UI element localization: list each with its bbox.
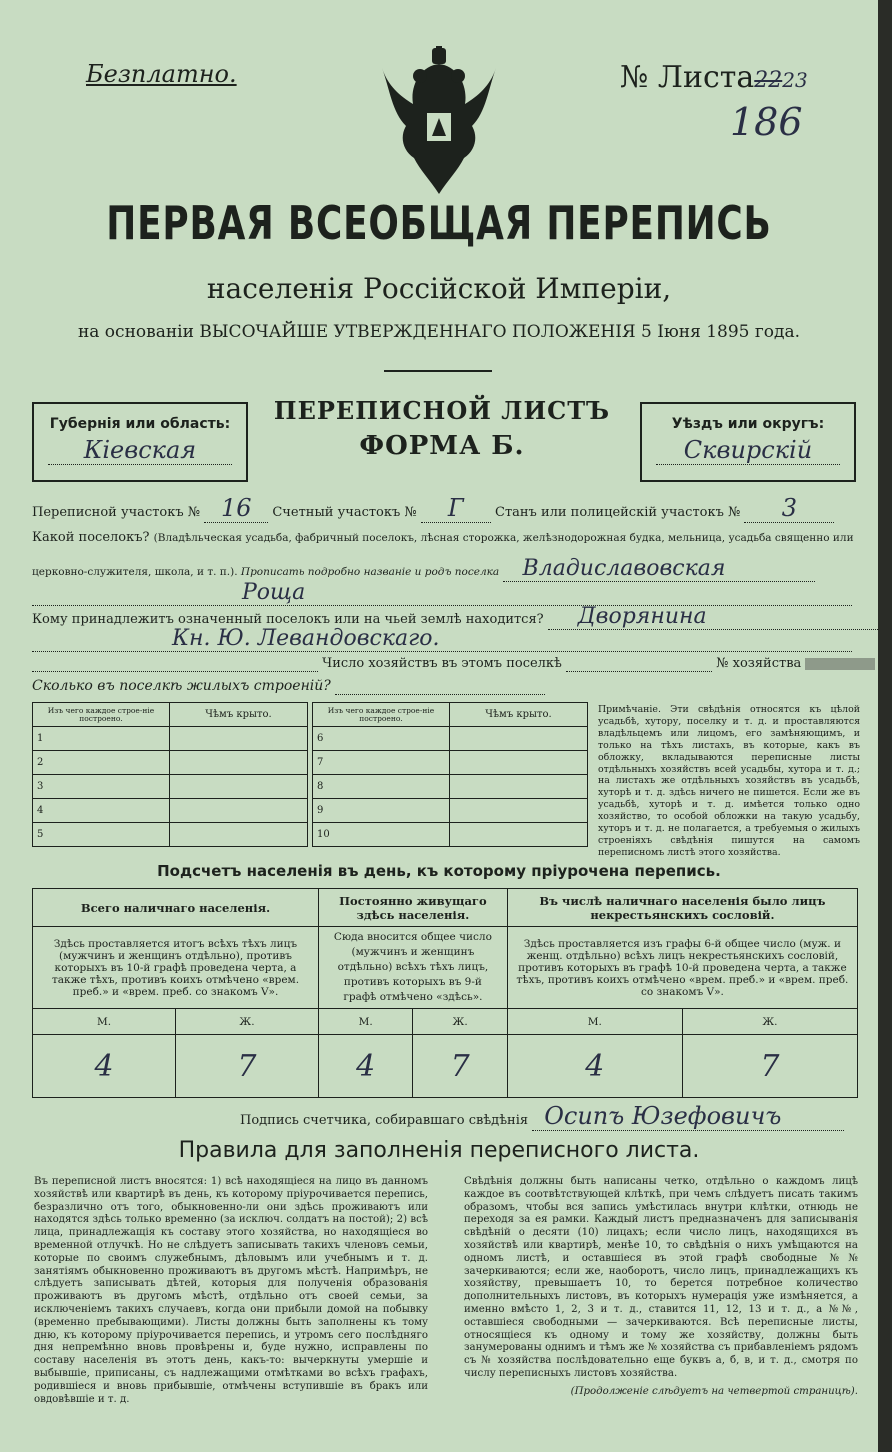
building-row-number: 3 — [33, 775, 170, 799]
col-roof-header: Чѣмъ крыто. — [170, 703, 308, 727]
household-no-label: № хозяйства — [716, 656, 802, 671]
buildings-value — [335, 678, 545, 695]
settlement-value: Владиславовская — [503, 556, 815, 582]
households-label: Число хозяйствъ въ этомъ поселкѣ — [322, 656, 562, 671]
col-building-header: Изъ чего каждое строе-ніе построено. — [313, 703, 450, 727]
stan-label: Станъ или полицейскій участокъ № — [495, 505, 741, 520]
double-headed-eagle-emblem — [380, 46, 498, 196]
permanent-female-count: 7 — [413, 1035, 507, 1098]
buildings-table-left — [32, 702, 308, 847]
non-peasant-male-count: 4 — [507, 1035, 682, 1098]
page-edge — [878, 0, 892, 1452]
stan-value: 3 — [744, 494, 834, 523]
page-title: ПЕРВАЯ ВСЕОБЩАЯ ПЕРЕПИСЬ — [106, 196, 772, 250]
census-area-label: Переписной участокъ № — [32, 505, 201, 520]
signature-value: Осипъ Юзефовичъ — [532, 1102, 844, 1131]
building-row-number: 5 — [33, 823, 170, 847]
building-row-number: 6 — [313, 727, 450, 751]
settlement-hint: (Владѣльческая усадьба, фабричный поселокъ, лѣсная сторожка, желѣзнодорожная будка, мельница, усадьба священно или — [153, 532, 854, 544]
buildings-note: Примѣчаніе. Эти свѣдѣнія относятся къ цѣлой усадьбѣ, хутору, поселку и т. д. и проставляются владѣльцемъ или лицомъ, его замѣняющимъ, и только на тѣхъ листахъ, въ которые, какъ въ обложку, вкладываются переписные листы отдѣльныхъ хозяйствъ всей усадьбы, хутора и т. д.; на листахъ же отдѣльныхъ хозяйствъ въ усадьбѣ, хуторѣ и т. д. здѣсь ничего не пишется. Если же въ усадьбѣ, хуторѣ и т. д. имѣется только одно хозяйство, то особой обложки на такую усадьбу, хуторъ и т. д. не полагается, а требуемыя о жилыхъ строеніяхъ свѣдѣнія пишутся на самомъ переписномъ листѣ этого хозяйства. — [598, 704, 860, 858]
settlement-question: Какой поселокъ? — [32, 530, 150, 545]
census-area-value: 16 — [204, 494, 268, 523]
households-blank — [32, 656, 318, 672]
count-area-value: Г — [421, 494, 491, 523]
form-title: ПЕРЕПИСНОЙ ЛИСТЪ — [273, 396, 611, 425]
owner-value-2: Кн. Ю. Левандовскаго. — [32, 626, 852, 652]
rules-left-column: Въ переписной листъ вносятся: 1) всѣ находящіеся на лицо въ данномъ хозяйствѣ или квартирѣ въ день, къ которому пріурочивается перепись, безразлично отъ того, обыкновенно-ли они здѣсь проживаютъ или находятся здѣсь только временно (за исключ. солдатъ на постой); 2) всѣ лица, принадлежащія къ составу этого хозяйства, но находящіеся во временной отлучкѣ. Но не слѣдуетъ записывать такихъ членовъ семьи, которые по своимъ служебнымъ, дѣловымъ или учебнымъ и т. д. занятіямъ обыкновенно проживаютъ въ другомъ мѣстѣ. Напримѣръ, не слѣдуетъ записывать дѣтей, которыя для полученія образованія проживаютъ въ другомъ мѣстѣ, отдѣльно отъ своей семьи, за исключеніемъ такихъ случаевъ, когда они прибыли домой на побывку (временно пребывающими). Листы должны быть заполнены къ тому дню, къ которому пріурочивается перепись, и утромъ сего послѣдняго дня непремѣнно вновь провѣрены и, буде нужно, исправлены по составу населенія въ этотъ день, какъ-то: вычеркнуты умершіе и выбывшіе, приписаны, съ надлежащими отмѣтками во всѣхъ графахъ, родившіеся и вновь прибывшіе, отмѣчены вступившіе въ бракъ или овдовѣвшіе и т. д. — [34, 1176, 428, 1405]
sheet-number-label: № Листа — [620, 60, 755, 95]
building-row-number: 9 — [313, 799, 450, 823]
settlement-row — [32, 530, 862, 545]
household-no-redacted — [805, 658, 875, 670]
building-row-number: 1 — [33, 727, 170, 751]
uezd-box — [640, 402, 856, 482]
owner-question: Кому принадлежитъ означенный поселокъ или на чьей землѣ находится? — [32, 612, 544, 627]
uezd-label: Уѣздъ или округъ: — [671, 416, 825, 432]
settlement-hint-2: церковно-служителя, школа, и т. п.). — [32, 566, 238, 578]
non-peasant-female-count: 7 — [682, 1035, 857, 1098]
male-header: М. — [33, 1009, 176, 1035]
gubernia-box — [32, 402, 248, 482]
col-building-header: Изъ чего каждое строе-ніе построено. — [33, 703, 170, 727]
settlement-value-2: Роща — [32, 580, 852, 606]
uezd-value: Сквирскій — [656, 436, 840, 465]
form-title-block — [244, 396, 640, 461]
female-header: Ж. — [682, 1009, 857, 1035]
households-row — [32, 656, 858, 672]
permanent-population-desc: Сюда вносится общее число (мужчинъ и женщинъ отдѣльно) всѣхъ тѣхъ лицъ, противъ которыхъ въ 9-й графѣ отмѣчено «здѣсь». — [318, 927, 507, 1009]
sheet-number-large: 186 — [730, 100, 803, 144]
female-header: Ж. — [413, 1009, 507, 1035]
building-row-number: 10 — [313, 823, 450, 847]
sheet-number-handwritten: 23 — [782, 68, 808, 92]
building-row-number: 8 — [313, 775, 450, 799]
area-row — [32, 494, 852, 523]
sheet-number-crossed: 22 — [754, 68, 783, 93]
permanent-population-header: Постоянно живущаго здѣсь населенія. — [318, 889, 507, 927]
form-type: ФОРМА Б. — [359, 431, 525, 461]
free-label: Безплатно. — [86, 60, 237, 88]
settlement-instruction: Прописать подробно названіе и родъ поселка — [240, 566, 500, 578]
buildings-row — [32, 678, 572, 695]
building-row-number: 4 — [33, 799, 170, 823]
building-row-number: 2 — [33, 751, 170, 775]
total-female-count: 7 — [175, 1035, 318, 1098]
households-value — [566, 656, 712, 672]
rules-title: Правила для заполненія переписного листа. — [178, 1138, 700, 1163]
total-population-header: Всего наличнаго населенія. — [33, 889, 319, 927]
buildings-label: Сколько въ поселкѣ жилыхъ строеній? — [32, 678, 331, 694]
total-male-count: 4 — [33, 1035, 176, 1098]
legal-basis: на основаніи ВЫСОЧАЙШЕ УТВЕРЖДЕННАГО ПОЛОЖЕНІЯ 5 Іюня 1895 года. — [77, 322, 801, 342]
signature-row — [240, 1102, 860, 1131]
total-population-desc: Здѣсь проставляется итогъ всѣхъ тѣхъ лицъ (мужчинъ и женщинъ отдѣльно), противъ которыхъ въ 10-й графѣ проведена черта, а также тѣхъ, противъ коихъ отмѣчено «врем. преб.» и «врем. преб. со знакомъ V». — [33, 927, 319, 1009]
male-header: М. — [318, 1009, 412, 1035]
buildings-table-right — [312, 702, 588, 847]
female-header: Ж. — [175, 1009, 318, 1035]
permanent-male-count: 4 — [318, 1035, 412, 1098]
male-header: М. — [507, 1009, 682, 1035]
owner-value: Дворянина — [548, 604, 878, 630]
non-peasant-desc: Здѣсь проставляется изъ графы 6-й общее число (муж. и женщ. отдѣльно) всѣхъ лицъ некрестьянскихъ сословій, противъ которыхъ въ графѣ 10-й проведена черта, а также тѣхъ, противъ коихъ отмѣчено «врем. преб.» и «врем. преб. со знакомъ V». — [507, 927, 857, 1009]
population-table — [32, 888, 858, 1098]
col-roof-header: Чѣмъ крыто. — [450, 703, 588, 727]
building-row-number: 7 — [313, 751, 450, 775]
count-area-label: Счетный участокъ № — [272, 505, 417, 520]
rules-continued: (Продолженіе слѣдуетъ на четвертой страницѣ). — [570, 1386, 858, 1397]
rules-right-column: Свѣдѣнія должны быть написаны четко, отдѣльно о каждомъ лицѣ каждое въ соотвѣтствующей клѣткѣ, при чемъ слѣдуетъ писать такимъ образомъ, чтобы вся запись умѣстилась внутри клѣтки, отнюдь не переходя за ея рамки. Каждый листъ предназначенъ для записыванія свѣдѣній о десяти (10) лицахъ; если число лицъ, находящихся въ хозяйствѣ или квартирѣ, менѣе 10, то свѣдѣнія о нихъ умѣщаются на одномъ листѣ, и оставшіеся въ этой графѣ свободные №№ зачеркиваются; если же, наоборотъ, число лицъ, принадлежащихъ къ хозяйству, превышаетъ 10, то берется потребное количество дополнительныхъ листовъ, въ которыхъ нумерація уже измѣняется, а именно вмѣсто 1, 2, 3 и т. д., ставится 11, 12, 13 и т. д., а №№, оставшіеся свободными — зачеркиваются. Всѣ переписные листы, относящіеся къ одному и тому же хозяйству, должны быть занумерованы однимъ и тѣмъ же № хозяйства съ прибавленіемъ рядомъ съ № хозяйства послѣдовательно еще буквъ а, б, в, и т. д., смотря по числу переписныхъ листовъ хозяйства. — [464, 1176, 858, 1379]
sheet-number — [620, 60, 808, 95]
gubernia-value: Кіевская — [48, 436, 232, 465]
divider — [384, 370, 492, 372]
non-peasant-header: Въ числѣ наличнаго населенія было лицъ некрестьянскихъ сословій. — [507, 889, 857, 927]
signature-label: Подпись счетчика, собиравшаго свѣдѣнія — [240, 1113, 529, 1128]
page-subtitle: населенія Россійской Имперіи, — [206, 272, 672, 305]
settlement-row-2 — [32, 556, 862, 582]
population-heading: Подсчетъ населенія въ день, къ которому пріурочена перепись. — [157, 862, 721, 880]
gubernia-label: Губернія или область: — [49, 416, 231, 432]
